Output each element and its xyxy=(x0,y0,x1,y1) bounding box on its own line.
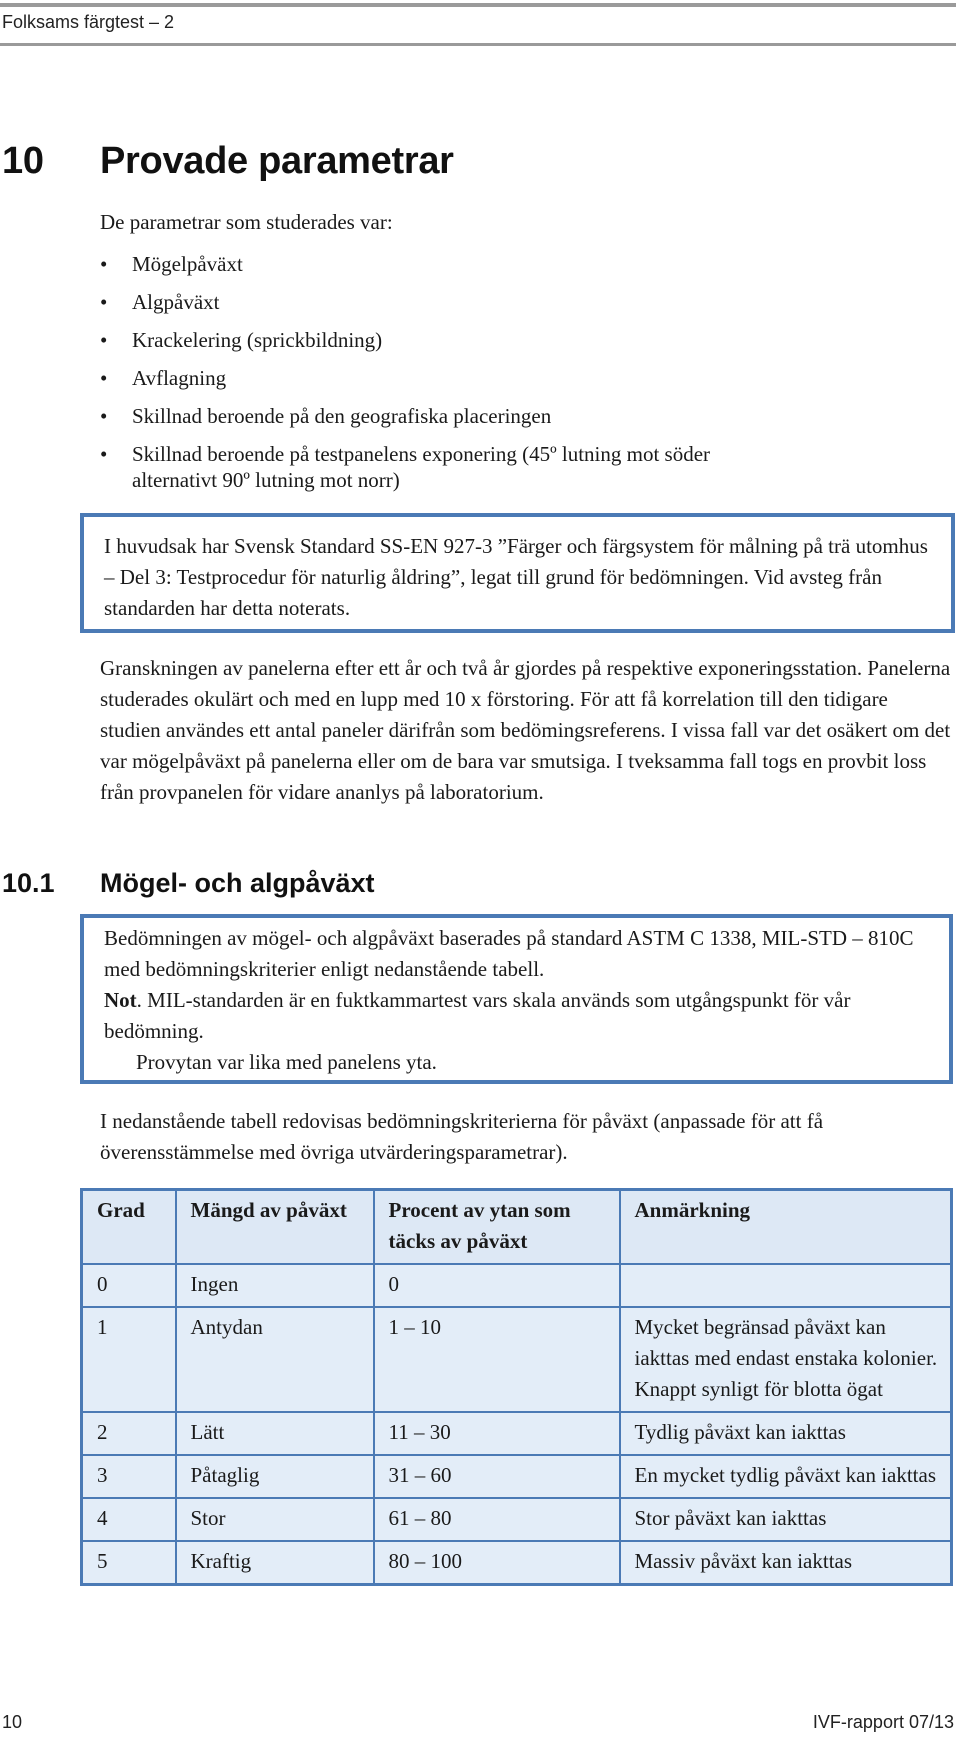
page-number: 10 xyxy=(2,1712,23,1732)
table-cell: 11 – 30 xyxy=(374,1412,620,1455)
list-item: • Algpåväxt xyxy=(100,290,220,314)
list-item: • Krackelering (sprickbildning) xyxy=(100,328,383,352)
table-row xyxy=(82,1498,952,1541)
table-cell xyxy=(620,1264,952,1307)
header-rule-bottom xyxy=(0,43,956,46)
table-cell: 0 xyxy=(82,1264,176,1307)
table-cell: 4 xyxy=(82,1498,176,1541)
table-cell: Lätt xyxy=(176,1412,374,1455)
table-row xyxy=(82,1412,952,1455)
list-item: • Mögelpåväxt xyxy=(100,252,243,276)
note-label: Not xyxy=(104,988,137,1012)
report-id: IVF-rapport 07/13 xyxy=(812,1712,954,1732)
subsection-title: Mögel- och algpåväxt xyxy=(100,868,375,898)
table-cell: 80 – 100 xyxy=(374,1541,620,1585)
table-cell: 5 xyxy=(82,1541,176,1585)
section-title: Provade parametrar xyxy=(100,140,454,182)
table-cell: 31 – 60 xyxy=(374,1455,620,1498)
column-header-percent: Procent av ytan som täcks av påväxt xyxy=(374,1190,620,1265)
table-cell: 2 xyxy=(82,1412,176,1455)
section-number: 10 xyxy=(2,140,44,182)
table-cell: Massiv påväxt kan iakttas xyxy=(620,1541,952,1585)
review-paragraph: Granskningen av panelerna efter ett år och två år gjordes på respektive exponeringsstation. Panelerna studerades okulärt och med en lupp med 10 x förstoring. För att få korrelation till den tidigare studien användes ett antal paneler därifrån som bedömingsreferens. I vissa fall var det osäkert om det var mögelpåväxt på panelerna eller om de bara var smutsiga. I tveksamma fall togs en provbit loss från provpanelen för vidare ananlys på laboratorium. xyxy=(100,656,951,804)
list-item: • Avflagning xyxy=(100,366,227,390)
header-rule-top xyxy=(0,3,956,7)
parameter-list xyxy=(100,245,952,493)
growth-criteria-table xyxy=(80,1188,953,1586)
table-cell: Stor xyxy=(176,1498,374,1541)
table-row xyxy=(82,1455,952,1498)
assessment-text: Bedömningen av mögel- och algpåväxt baserades på standard ASTM C 1338, MIL-STD – 810C med bedömningskriterier enligt nedanstående tabell. xyxy=(104,926,914,981)
running-header: Folksams färgtest – 2 xyxy=(2,12,175,32)
assessment-box xyxy=(80,914,953,1084)
standard-note-text: I huvudsak har Svensk Standard SS-EN 927-3 ”Färger och färgsystem för målning på trä utomhus – Del 3: Testprocedur för naturlig åldring”, legat till grund för bedömningen. Vid avsteg från standarden har detta noterats. xyxy=(104,534,928,620)
column-header-grade: Grad xyxy=(82,1190,176,1265)
column-header-amount: Mängd av påväxt xyxy=(176,1190,374,1265)
table-cell: Stor påväxt kan iakttas xyxy=(620,1498,952,1541)
table-cell: Kraftig xyxy=(176,1541,374,1585)
table-intro-text: I nedanstående tabell redovisas bedömningskriterierna för påväxt (anpassade för att få överensstämmelse med övriga utvärderingsparametrar). xyxy=(100,1109,824,1164)
table-cell: En mycket tydlig påväxt kan iakttas xyxy=(620,1455,952,1498)
intro-text: De parametrar som studerades var: xyxy=(100,210,393,234)
subsection-number: 10.1 xyxy=(2,868,55,898)
list-item: • Skillnad beroende på den geografiska placeringen xyxy=(100,404,552,428)
table-cell: 1 xyxy=(82,1307,176,1412)
subsection-heading xyxy=(2,868,375,899)
table-header-row xyxy=(82,1190,952,1265)
table-row xyxy=(82,1307,952,1412)
table-cell: Antydan xyxy=(176,1307,374,1412)
list-item-continuation: alternativt 90º lutning mot norr) xyxy=(132,468,400,492)
table-cell: 0 xyxy=(374,1264,620,1307)
table-cell: 3 xyxy=(82,1455,176,1498)
table-cell: Ingen xyxy=(176,1264,374,1307)
table-cell: 61 – 80 xyxy=(374,1498,620,1541)
surface-text: Provytan var lika med panelens yta. xyxy=(136,1050,437,1074)
table-cell: Mycket begränsad påväxt kan iakttas med endast enstaka kolonier. Knappt synligt för blotta ögat xyxy=(620,1307,952,1412)
table-cell: 1 – 10 xyxy=(374,1307,620,1412)
table-row xyxy=(82,1541,952,1585)
table-cell: Påtaglig xyxy=(176,1455,374,1498)
table-row xyxy=(82,1264,952,1307)
note-paragraph xyxy=(104,985,933,1047)
standard-note-box xyxy=(80,513,955,633)
table-cell: Tydlig påväxt kan iakttas xyxy=(620,1412,952,1455)
note-text: . MIL-standarden är en fuktkammartest vars skala används som utgångspunkt för vår bedömning. xyxy=(104,988,851,1043)
list-item: • Skillnad beroende på testpanelens exponering (45º lutning mot söder alternativt 90º lutning mot norr) xyxy=(100,435,952,493)
section-heading xyxy=(2,140,454,183)
column-header-remark: Anmärkning xyxy=(620,1190,952,1265)
